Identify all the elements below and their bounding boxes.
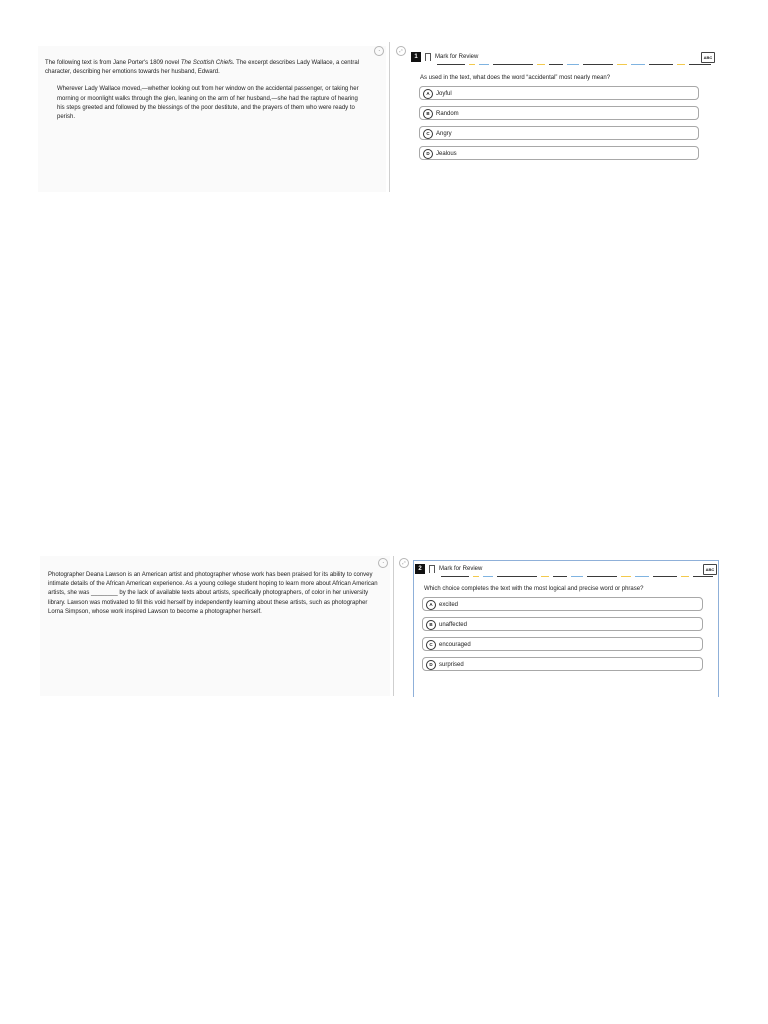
header-dash-divider xyxy=(415,576,717,577)
dash-segment xyxy=(549,64,563,65)
passage-q1 xyxy=(45,59,370,130)
option-letter: D xyxy=(426,660,436,670)
header-dash-divider xyxy=(411,64,715,65)
mark-for-review-button[interactable]: Mark for Review xyxy=(435,54,479,60)
answer-option-a[interactable] xyxy=(419,86,699,100)
dash-segment xyxy=(541,576,549,577)
passage-q2 xyxy=(48,571,382,625)
expand-icon[interactable]: ⤢ xyxy=(396,46,406,56)
answer-option-b[interactable] xyxy=(419,106,699,120)
question-header-q1 xyxy=(411,52,715,64)
answer-option-d[interactable] xyxy=(422,657,703,671)
panel-divider[interactable] xyxy=(389,42,390,192)
dash-segment xyxy=(479,64,489,65)
option-text: Joyful xyxy=(436,91,452,97)
dash-segment xyxy=(587,576,617,577)
dash-segment xyxy=(537,64,545,65)
question-header-q2 xyxy=(415,564,717,576)
panel-divider[interactable] xyxy=(393,556,394,696)
answer-option-c[interactable] xyxy=(422,637,703,651)
dash-segment xyxy=(621,576,631,577)
dash-segment xyxy=(483,576,493,577)
dash-segment xyxy=(681,576,689,577)
answer-option-c[interactable] xyxy=(419,126,699,140)
bookmark-icon[interactable] xyxy=(425,53,431,61)
passage-intro: The following text is from Jane Porter's 1809 novel The Scottish Chiefs. The excerpt describes Lady Wallace, a central character, describing her emotions towards her husband, Edward. xyxy=(45,60,359,76)
option-text: excited xyxy=(439,602,459,608)
question-number: 2 xyxy=(415,564,425,574)
question-number: 1 xyxy=(411,52,421,62)
answer-option-a[interactable] xyxy=(422,597,703,611)
dash-segment xyxy=(469,64,475,65)
dash-segment xyxy=(677,64,685,65)
dash-segment xyxy=(631,64,645,65)
dash-segment xyxy=(571,576,583,577)
dash-segment xyxy=(567,64,579,65)
dash-segment xyxy=(473,576,479,577)
option-letter: D xyxy=(423,149,433,159)
answer-option-b[interactable] xyxy=(422,617,703,631)
dash-segment xyxy=(689,64,711,65)
option-letter: A xyxy=(426,600,436,610)
dash-segment xyxy=(649,64,673,65)
option-text: surprised xyxy=(439,662,464,668)
bookmark-icon[interactable] xyxy=(429,565,435,573)
dash-segment xyxy=(441,576,469,577)
dash-segment xyxy=(635,576,649,577)
question-text: As used in the text, what does the word “accidental” most nearly mean? xyxy=(420,75,611,81)
abc-eliminator-icon[interactable]: ABC xyxy=(703,564,717,575)
dash-segment xyxy=(493,64,533,65)
question-text: Which choice completes the text with the most logical and precise word or phrase? xyxy=(424,586,644,592)
option-letter: C xyxy=(426,640,436,650)
annotate-icon[interactable]: ◔ xyxy=(378,558,388,568)
dash-segment xyxy=(653,576,677,577)
dash-segment xyxy=(553,576,567,577)
option-text: Jealous xyxy=(436,151,457,157)
answer-option-d[interactable] xyxy=(419,146,699,160)
option-text: encouraged xyxy=(439,642,471,648)
option-text: unaffected xyxy=(439,622,467,628)
dash-segment xyxy=(437,64,465,65)
dash-segment xyxy=(583,64,613,65)
annotate-icon[interactable]: ◔ xyxy=(374,46,384,56)
option-text: Random xyxy=(436,111,459,117)
option-letter: C xyxy=(423,129,433,139)
passage-quote: Wherever Lady Wallace moved,—whether looking out from her window on the accidental passenger, or taking her morning or moonlight walks through the glen, leaning on the arm of her husband,—she had the rapture of hearing his steps greeted and followed by the blessings of the poor destitute, and the prayers of them who were ready to perish. xyxy=(57,86,359,121)
expand-icon[interactable]: ⤢ xyxy=(399,558,409,568)
option-letter: A xyxy=(423,89,433,99)
mark-for-review-button[interactable]: Mark for Review xyxy=(439,566,483,572)
abc-eliminator-icon[interactable]: ABC xyxy=(701,52,715,63)
option-letter: B xyxy=(423,109,433,119)
dash-segment xyxy=(693,576,713,577)
option-letter: B xyxy=(426,620,436,630)
passage-text: Photographer Deana Lawson is an American artist and photographer whose work has been praised for its ability to convey intimate details of the African American experience. As a young college student hoping to learn more about African American artists, she was ________ by the lack of available texts about artists, specifically photographers, of color in her university library. Lawson was motivated to fill this void herself by independently learning about these artists, such as photographer Lorna Simpson, whose work inspired Lawson to become a photographer herself. xyxy=(48,572,378,615)
dash-segment xyxy=(617,64,627,65)
dash-segment xyxy=(497,576,537,577)
option-text: Angry xyxy=(436,131,452,137)
